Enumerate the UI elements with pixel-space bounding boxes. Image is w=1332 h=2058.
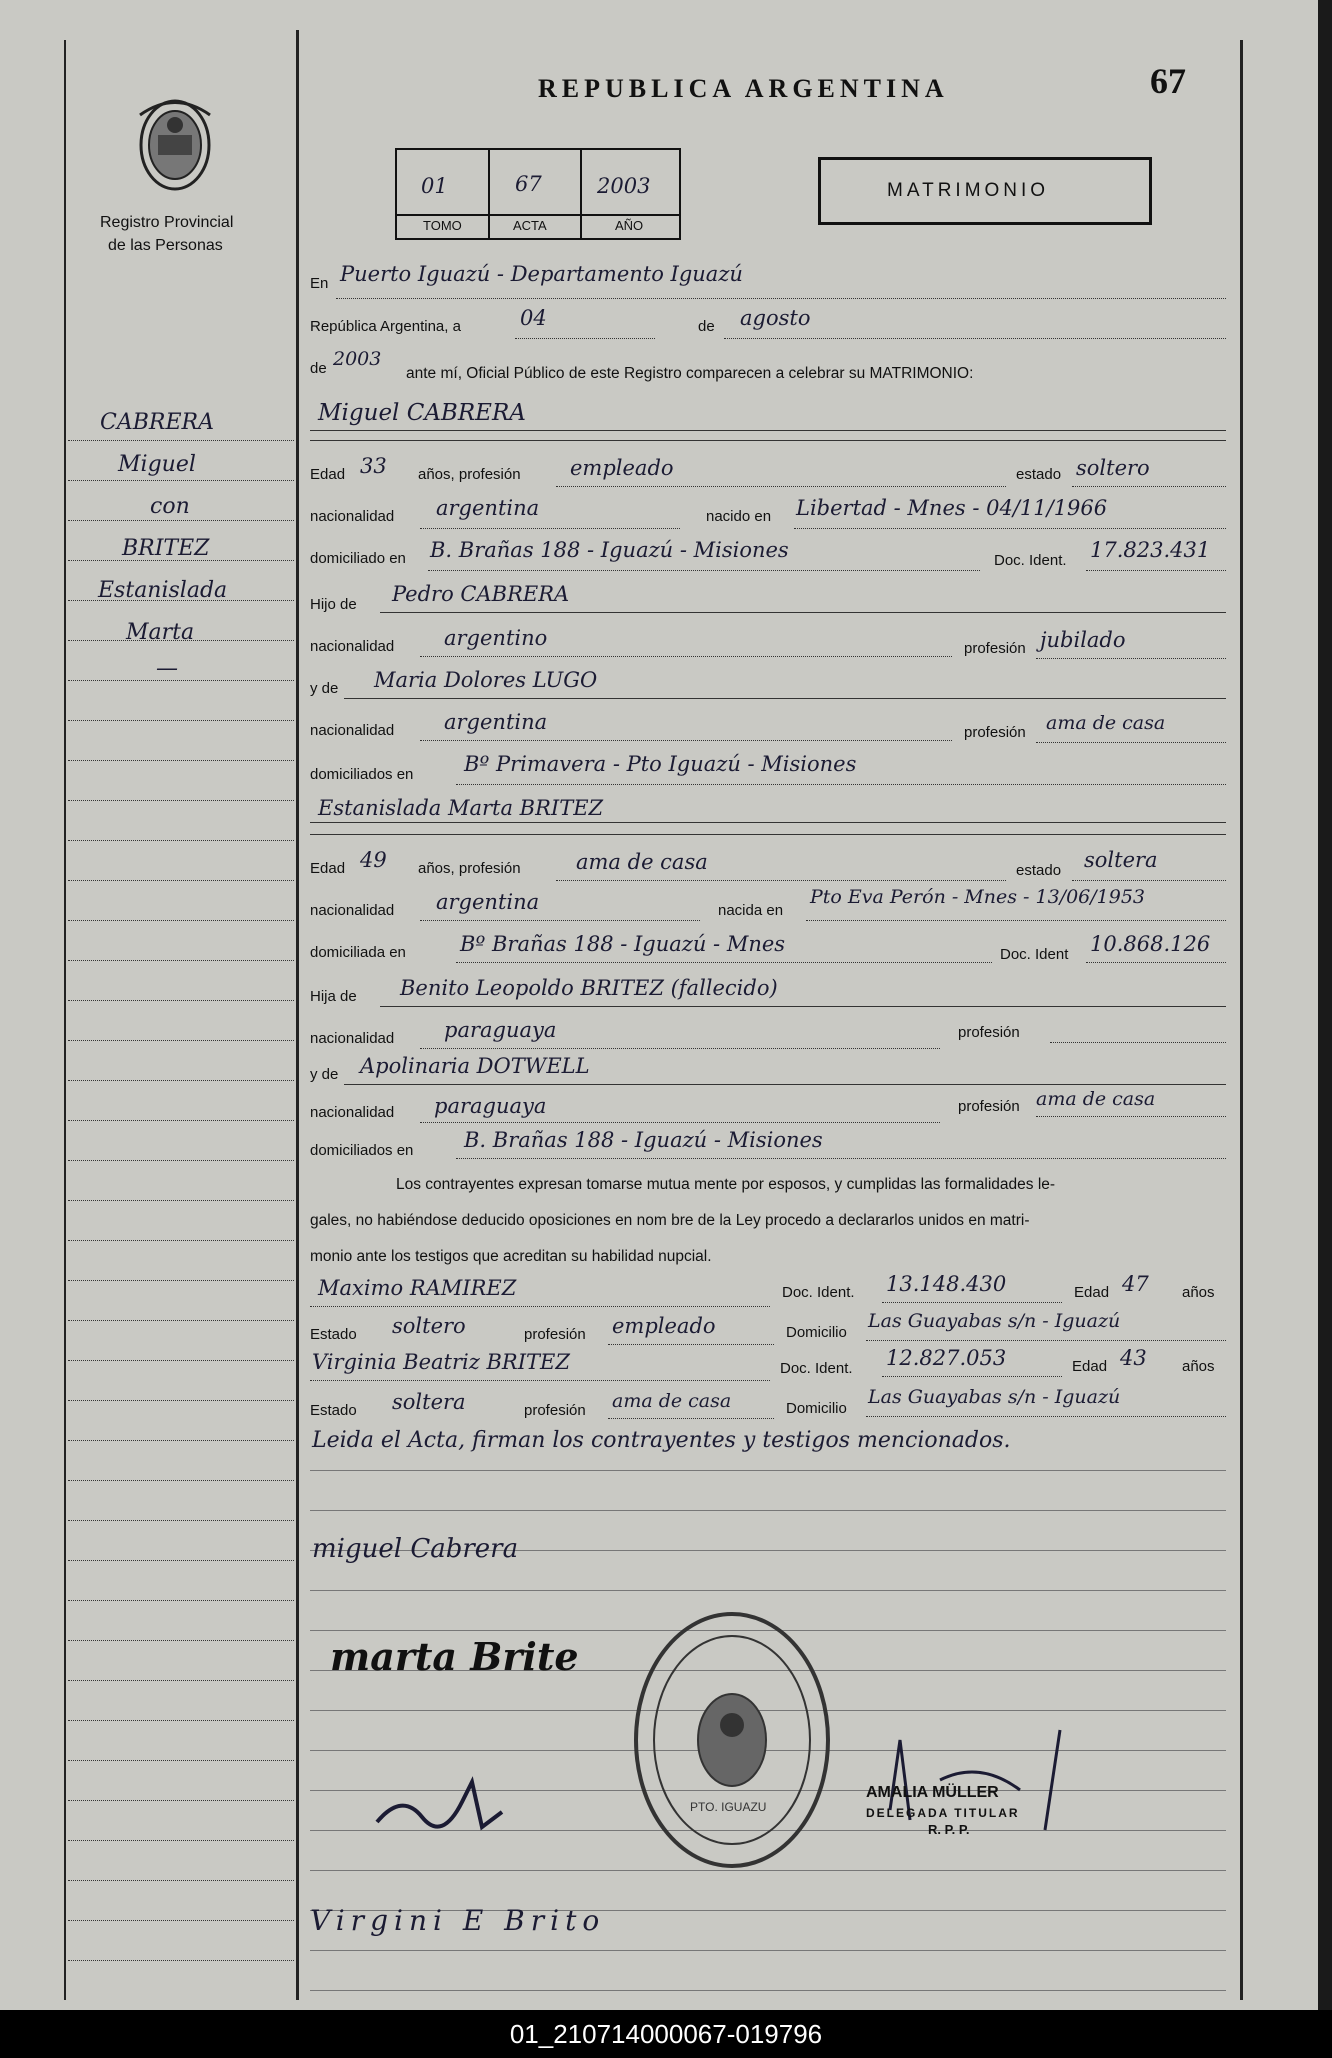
witness2-doc-label: Doc. Ident. (780, 1360, 853, 1377)
witness2-prof-label: profesión (524, 1402, 586, 1419)
bride-doc-value: 10.868.126 (1090, 932, 1211, 956)
groom-dom-label: domiciliado en (310, 550, 406, 567)
seal-place: PTO. IGUAZU (690, 1800, 767, 1814)
page-number: 67 (1150, 61, 1186, 101)
groom-edad-label: Edad (310, 466, 346, 483)
groom-nacido-value: Libertad - Mnes - 04/11/1966 (796, 496, 1108, 520)
witness1-edad-label: Edad (1074, 1284, 1110, 1301)
record-type-label: MATRIMONIO (887, 180, 1050, 201)
groom-parents-dom: Bº Primavera - Pto Iguazú - Misiones (464, 752, 857, 776)
witness1-dom-label: Domicilio (786, 1324, 847, 1341)
groom-nac-value: argentina (436, 496, 540, 520)
groom-mother-prof: ama de casa (1046, 712, 1166, 734)
witness2-doc-value: 12.827.053 (886, 1346, 1007, 1370)
bride-parents-dom: B. Brañas 188 - Iguazú - Misiones (464, 1128, 823, 1152)
groom-prof-value: empleado (570, 456, 674, 480)
document-id-footer: 01_210714000067-019796 (0, 2010, 1332, 2058)
registry-seal-icon (632, 1610, 832, 1870)
bride-edad-value: 49 (360, 848, 387, 872)
bride-signature: marta Brite (330, 1634, 579, 1679)
bride-nac-value: argentina (436, 890, 540, 914)
bride-prof-value: ama de casa (576, 850, 708, 874)
bride-nacida-label: nacida en (718, 902, 784, 919)
year-value: 2003 (333, 348, 382, 370)
witness1-signature-icon (372, 1772, 512, 1842)
bride-dom-value: Bº Brañas 188 - Iguazú - Mnes (460, 932, 786, 956)
witness1-name: Maximo RAMIREZ (318, 1276, 517, 1300)
witness1-dom-value: Las Guayabas s/n - Iguazú (868, 1310, 1121, 1332)
column-divider (296, 30, 299, 2000)
bride-father-nac: paraguaya (444, 1018, 557, 1042)
ano-label: AÑO (615, 218, 644, 233)
left-margin-rule (64, 40, 66, 2000)
closing-statement: Leida el Acta, firman los contrayentes y testigos mencionados. (312, 1428, 1011, 1453)
witness2-estado-label: Estado (310, 1402, 357, 1419)
groom-mother: Maria Dolores LUGO (374, 668, 598, 692)
groom-prof-label: años, profesión (418, 466, 521, 483)
intro-text: ante mí, Oficial Público de este Registro comparecen a celebrar su MATRIMONIO: (406, 365, 974, 382)
groom-nacido-label: nacido en (706, 508, 772, 525)
bride-estado-label: estado (1016, 862, 1062, 879)
groom-estado-label: estado (1016, 466, 1062, 483)
record-number-table (395, 148, 681, 240)
bride-doc-label: Doc. Ident (1000, 946, 1069, 963)
witness1-prof-label: profesión (524, 1326, 586, 1343)
groom-doc-label: Doc. Ident. (994, 552, 1067, 569)
acta-label: ACTA (513, 218, 547, 233)
witness1-edad-value: 47 (1122, 1272, 1149, 1296)
groom-father-prof: jubilado (1040, 628, 1126, 652)
groom-nac-label: nacionalidad (310, 508, 395, 525)
bride-dom-label: domiciliada en (310, 944, 406, 961)
bride-father: Benito Leopoldo BRITEZ (fallecido) (400, 976, 778, 1000)
witness2-dom-value: Las Guayabas s/n - Iguazú (868, 1386, 1121, 1408)
bride-father-prof-label: profesión (958, 1024, 1020, 1041)
republica-label: República Argentina, a (310, 318, 461, 335)
day-value: 04 (520, 306, 547, 330)
tomo-value: 01 (421, 174, 448, 198)
margin-con: con (150, 494, 190, 519)
year-de-label: de (310, 360, 327, 377)
witness1-estado-value: soltero (392, 1314, 466, 1338)
witness2-signature: Virgini E Brito (310, 1904, 606, 1937)
witness1-anos-label: años (1182, 1284, 1215, 1301)
margin-firstname-bride: Estanislada (98, 578, 228, 603)
groom-doc-value: 17.823.431 (1090, 538, 1211, 562)
bride-mother: Apolinaria DOTWELL (360, 1054, 590, 1078)
province-emblem-icon (130, 95, 220, 195)
place-value: Puerto Iguazú - Departamento Iguazú (340, 262, 743, 286)
witness1-estado-label: Estado (310, 1326, 357, 1343)
bride-mother-prof: ama de casa (1036, 1088, 1156, 1110)
official-signature-icon (860, 1720, 1110, 1840)
groom-father-nac: argentino (444, 626, 548, 650)
official-role: DELEGADA TITULAR (866, 1806, 1020, 1820)
declaration-line3: monio ante los testigos que acreditan su habilidad nupcial. (310, 1248, 712, 1265)
ano-value: 2003 (597, 174, 651, 198)
groom-parents-dom-label: domiciliados en (310, 766, 414, 783)
en-label: En (310, 275, 329, 292)
bride-hija-label: Hija de (310, 988, 357, 1005)
bride-nac-label: nacionalidad (310, 902, 395, 919)
margin-secondname-bride: Marta (126, 620, 195, 645)
bride-prof-label: años, profesión (418, 860, 521, 877)
bride-mother-prof-label: profesión (958, 1098, 1020, 1115)
official-name: AMALIA MÜLLER (866, 1784, 999, 1801)
bride-estado-value: soltera (1084, 848, 1158, 872)
witness1-prof-value: empleado (612, 1314, 716, 1338)
witness2-estado-value: soltera (392, 1390, 466, 1414)
tomo-label: TOMO (423, 218, 462, 233)
groom-father: Pedro CABRERA (392, 582, 570, 606)
country-title: REPUBLICA ARGENTINA (538, 74, 949, 103)
bride-name: Estanislada Marta BRITEZ (318, 796, 604, 820)
groom-signature: miguel Cabrera (312, 1534, 519, 1564)
bride-yde-label: y de (310, 1066, 339, 1083)
month-de-label: de (698, 318, 715, 335)
groom-mother-nac: argentina (444, 710, 548, 734)
witness1-doc-label: Doc. Ident. (782, 1284, 855, 1301)
groom-dom-value: B. Brañas 188 - Iguazú - Misiones (430, 538, 789, 562)
record-type-box (818, 157, 1152, 225)
groom-father-nac-label: nacionalidad (310, 638, 395, 655)
declaration-line2: gales, no habiéndose deducido oposiciones en nom bre de la Ley procedo a declararlos unidos en matri- (310, 1212, 1030, 1229)
bride-father-nac-label: nacionalidad (310, 1030, 395, 1047)
margin-surname-groom: CABRERA (100, 410, 214, 435)
bride-nacida-value: Pto Eva Perón - Mnes - 13/06/1953 (810, 886, 1145, 908)
groom-father-prof-label: profesión (964, 640, 1026, 657)
margin-dash: — (156, 656, 178, 681)
witness2-dom-label: Domicilio (786, 1400, 847, 1417)
bride-parents-dom-label: domiciliados en (310, 1142, 414, 1159)
groom-mother-nac-label: nacionalidad (310, 722, 395, 739)
right-margin-rule (1240, 40, 1243, 2000)
registry-name-line1: Registro Provincial (100, 214, 234, 231)
official-office: R. P. P. (928, 1822, 970, 1837)
groom-name: Miguel CABRERA (318, 400, 526, 426)
registry-name-line2: de las Personas (108, 237, 223, 254)
groom-edad-value: 33 (360, 454, 387, 478)
acta-value: 67 (515, 172, 542, 196)
declaration-line1: Los contrayentes expresan tomarse mutua mente por esposos, y cumplidas las formalidades le- (396, 1176, 1056, 1193)
margin-surname-bride: BRITEZ (122, 536, 210, 561)
groom-yde-label: y de (310, 680, 339, 697)
witness1-doc-value: 13.148.430 (886, 1272, 1007, 1296)
bride-edad-label: Edad (310, 860, 346, 877)
witness2-edad-label: Edad (1072, 1358, 1108, 1375)
bride-mother-nac-label: nacionalidad (310, 1104, 395, 1121)
bride-mother-nac: paraguaya (434, 1094, 547, 1118)
witness2-edad-value: 43 (1120, 1346, 1147, 1370)
month-value: agosto (740, 306, 811, 330)
witness2-anos-label: años (1182, 1358, 1215, 1375)
groom-estado-value: soltero (1076, 456, 1150, 480)
groom-hijo-label: Hijo de (310, 596, 357, 613)
groom-mother-prof-label: profesión (964, 724, 1026, 741)
witness2-prof-value: ama de casa (612, 1390, 732, 1412)
witness2-name: Virginia Beatriz BRITEZ (312, 1350, 570, 1374)
margin-firstname-groom: Miguel (118, 452, 196, 477)
